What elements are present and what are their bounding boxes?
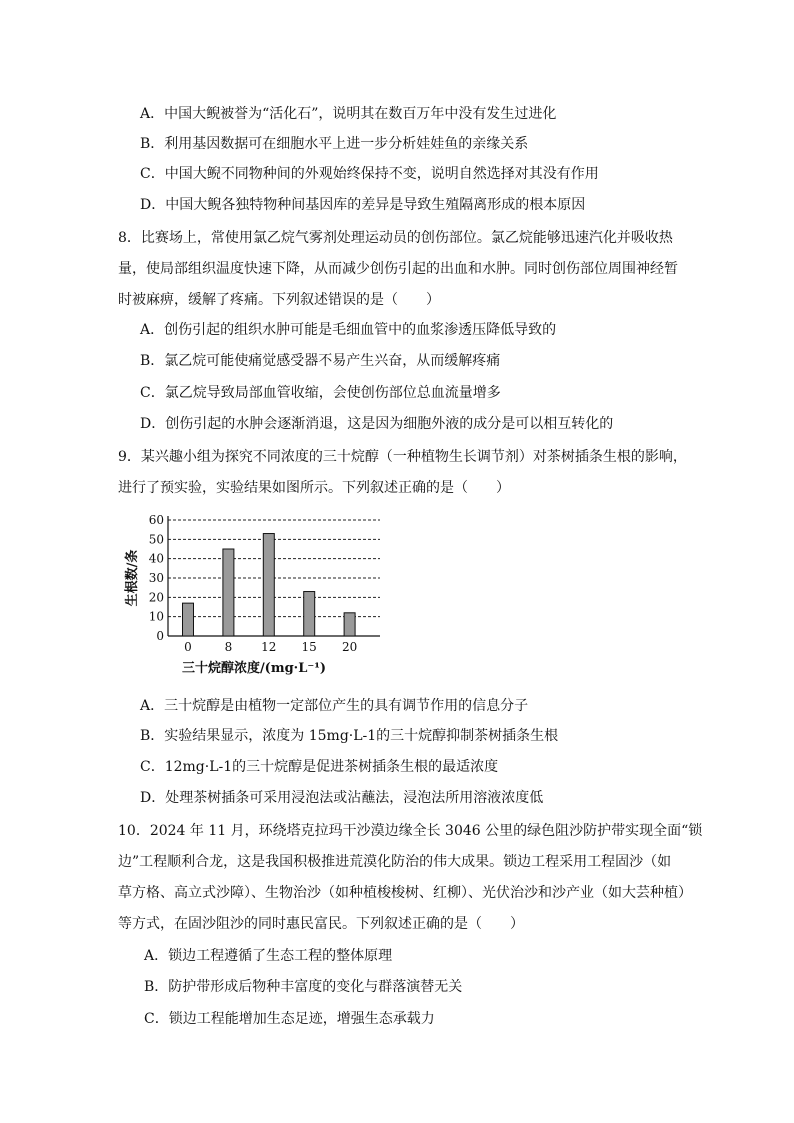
x-tick-label: 15 <box>301 640 317 654</box>
q9-option-a: A．三十烷醇是由植物一定部位产生的具有调节作用的信息分子 <box>140 698 529 714</box>
q8-option-b: B．氯乙烷可能使痛觉感受器不易产生兴奋，从而缓解疼痛 <box>140 353 501 369</box>
x-tick-label: 0 <box>184 640 192 654</box>
q10-stem-line-3: 草方格、高立式沙障）、生物治沙（如种植梭梭树、红柳）、光伏治沙和沙产业（如大芸种植） <box>118 885 692 901</box>
q8-stem-line-3: 时被麻痹，缓解了疼痛。下列叙述错误的是（ ） <box>118 292 440 308</box>
q7-option-a: A．中国大鲵被誉为“活化石”，说明其在数百万年中没有发生过进化 <box>140 106 557 122</box>
q9-stem-line-2: 进行了预实验，实验结果如图所示。下列叙述正确的是（ ） <box>118 480 510 496</box>
bar <box>304 592 315 636</box>
q7-option-c: C．中国大鲵不同物种间的外观始终保持不变，说明自然选择对其没有作用 <box>140 166 599 182</box>
y-tick-label: 10 <box>148 609 164 624</box>
bar <box>263 534 274 636</box>
q7-option-b: B．利用基因数据可在细胞水平上进一步分析娃娃鱼的亲缘关系 <box>140 136 529 152</box>
q10-option-a: A．锁边工程遵循了生态工程的整体原理 <box>144 948 393 964</box>
q8-stem-line-1: 8．比赛场上，常使用氯乙烷气雾剂处理运动员的创伤部位。氯乙烷能够迅速汽化并吸收热 <box>118 230 673 246</box>
x-tick-label: 8 <box>224 640 233 654</box>
bar-chart-svg <box>120 508 390 680</box>
q9-stem-line-1: 9．某兴趣小组为探究不同浓度的三十烷醇（一种植物生长调节剂）对茶树插条生根的影响， <box>118 449 687 465</box>
q10-stem-line-4: 等方式，在固沙阻沙的同时惠民富民。下列叙述正确的是（ ） <box>118 916 524 932</box>
y-tick-label: 50 <box>148 532 164 547</box>
q8-option-c: C．氯乙烷导致局部血管收缩，会使创伤部位总血流量增多 <box>140 385 501 401</box>
q7-option-d: D．中国大鲵各独特物种间基因库的差异是导致生殖隔离形成的根本原因 <box>140 197 586 213</box>
x-axis-label: 三十烷醇浓度/(mg·L⁻¹) <box>181 661 327 676</box>
q9-option-d: D．处理茶树插条可采用浸泡法或沾蘸法，浸泡法所用溶液浓度低 <box>140 790 544 806</box>
x-tick-label: 20 <box>341 640 358 654</box>
x-tick-label: 12 <box>261 640 277 654</box>
q10-stem-line-1: 10．2024 年 11 月，环绕塔克拉玛干沙漠边缘全长 3046 公里的绿色阻沙防护带实现全面“锁 <box>118 823 703 839</box>
y-axis-label: 生根数/条 <box>125 549 140 607</box>
q8-option-d: D．创伤引起的水肿会逐渐消退，这是因为细胞外液的成分是可以相互转化的 <box>140 416 614 432</box>
q8-option-a: A．创伤引起的组织水肿可能是毛细血管中的血浆渗透压降低导致的 <box>140 322 557 338</box>
q10-option-c: C．锁边工程能增加生态足迹，增强生态承载力 <box>144 1011 435 1027</box>
q9-option-b: B．实验结果显示，浓度为 15mg·L-1的三十烷醇抑制茶树插条生根 <box>140 728 559 744</box>
y-tick-label: 0 <box>156 629 164 643</box>
q8-stem-line-2: 量，使局部组织温度快速下降，从而减少创伤引起的出血和水肿。同时创伤部位周围神经暂 <box>118 261 678 277</box>
root-count-chart <box>120 508 390 680</box>
q10-stem-line-2: 边”工程顺利合龙，这是我国积极推进荒漠化防治的伟大成果。锁边工程采用工程固沙（如 <box>118 854 672 870</box>
bar <box>183 603 194 636</box>
y-tick-label: 60 <box>148 513 164 527</box>
y-tick-label: 20 <box>148 590 164 605</box>
y-tick-label: 40 <box>148 551 164 566</box>
bar <box>223 549 234 636</box>
q9-option-c: C．12mg·L-1的三十烷醇是促进茶树插条生根的最适浓度 <box>140 759 499 775</box>
bar <box>344 613 355 636</box>
y-tick-label: 30 <box>148 571 164 585</box>
q10-option-b: B．防护带形成后物种丰富度的变化与群落演替无关 <box>144 979 463 995</box>
